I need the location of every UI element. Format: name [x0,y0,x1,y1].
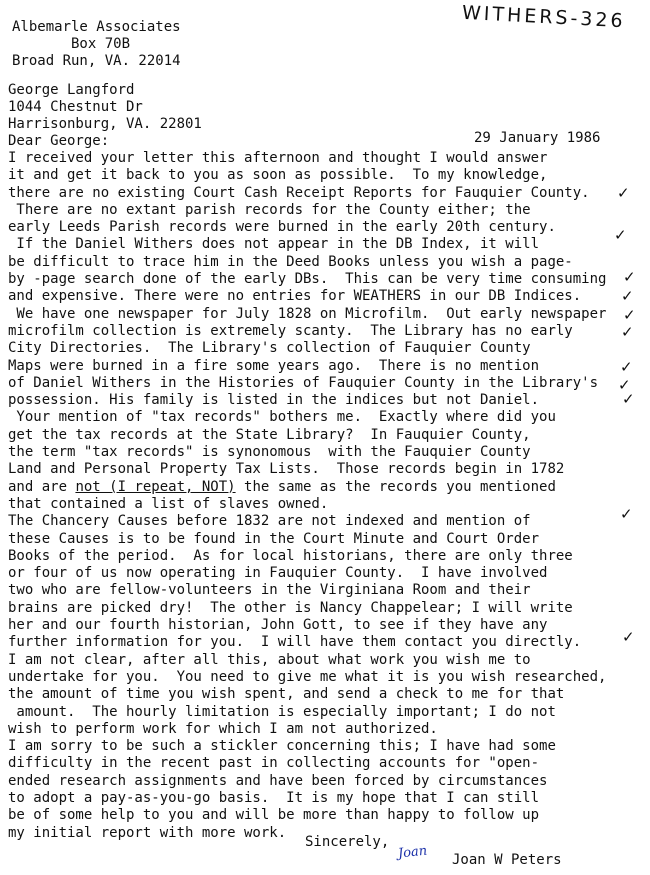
margin-check-mark: ✓ [617,184,630,202]
body-line: There are no extant parish records for the County either; the [8,201,531,218]
body-line: Land and Personal Property Tax Lists. Those records begin in 1782 [8,461,565,478]
handwritten-annotation: WITHERS-326 [461,1,627,33]
margin-check-mark: ✓ [622,390,635,408]
margin-check-mark: ✓ [622,628,635,646]
emphasis-after: the same as the records you mentioned [235,478,556,495]
letter-date: 29 January 1986 [474,130,601,146]
body-line: to adopt a pay-as-you-go basis. It is my hope that I can still [8,790,540,807]
body-line: We have one newspaper for July 1828 on Microfilm. Out early newspaper [8,305,607,322]
body-line: brains are picked dry! The other is Nancy Chappelear; I will write [8,599,573,616]
margin-check-mark: ✓ [621,287,634,305]
margin-check-mark: ✓ [623,306,636,324]
margin-check-mark: ✓ [620,505,633,523]
body-line: undertake for you. You need to give me what it is you wish researched, [8,668,607,685]
margin-check-mark: ✓ [618,376,631,394]
margin-check-mark: ✓ [621,323,634,341]
body-line: Books of the period. As for local historians, there are only three [8,547,573,564]
body-line: my initial report with more work. [8,824,287,841]
body-line: it and get it back to you as soon as possible. To my knowledge, [8,167,548,184]
sender-name: Albemarle Associates [12,19,181,35]
body-line: the term "tax records" is synonomous with the Fauquier County [8,444,531,461]
emphasis-line [8,479,556,496]
recipient-city: Harrisonburg, VA. 22801 [8,116,202,132]
body-line: amount. The hourly limitation is especially important; I do not [8,703,556,720]
body-line: her and our fourth historian, John Gott, to see if they have any [8,617,548,634]
sender-box: Box 70B [71,36,131,52]
body-line: there are no existing Court Cash Receipt Reports for Fauquier County. [8,184,590,201]
body-line: two who are fellow-volunteers in the Virginiana Room and their [8,582,531,599]
body-line: I am not clear, after all this, about what work you wish me to [8,651,531,668]
body-line: the amount of time you wish spent, and send a check to me for that [8,686,565,703]
body-line: possession. His family is listed in the indices but not Daniel. [8,392,540,409]
signer-name: Joan W Peters [452,852,562,868]
letter-body-continued [8,496,606,842]
body-line: I am sorry to be such a stickler concerning this; I have had some [8,738,556,755]
margin-check-mark: ✓ [614,226,627,244]
recipient-street: 1044 Chestnut Dr [8,99,143,115]
body-line: difficulty in the recent past in collecting accounts for "open- [8,755,540,772]
body-line: that contained a list of slaves owned. [8,496,329,512]
body-line: these Causes is to be found in the Court Minute and Court Order [8,530,540,547]
body-line: and expensive. There were no entries for WEATHERS in our DB Indices. [8,288,582,305]
body-line: or four of us now operating in Fauquier County. I have involved [8,565,548,582]
body-line: Your mention of "tax records" bothers me. Exactly where did you [8,409,556,426]
body-line: I received your letter this afternoon and thought I would answer [8,150,548,166]
body-line: If the Daniel Withers does not appear in the DB Index, it will [8,236,540,253]
body-line: further information for you. I will have them contact you directly. [8,634,582,651]
body-line: be of some help to you and will be more than happy to follow up [8,807,540,824]
handwritten-signature: Joan [397,843,428,862]
body-line: be difficult to trace him in the Deed Books unless you wish a page- [8,253,573,270]
body-line: ended research assignments and have been forced by circumstances [8,772,548,789]
closing: Sincerely, [305,834,390,850]
letter-body [8,150,606,479]
body-line: Maps were burned in a fire some years ago. There is no mention [8,357,540,374]
body-line: microfilm collection is extremely scanty. The Library has no early [8,322,573,339]
margin-check-mark: ✓ [620,358,633,376]
body-line: wish to perform work for which I am not authorized. [8,720,438,737]
body-line: by -page search done of the early DBs. This can be very time consuming [8,271,607,288]
body-line: City Directories. The Library's collection of Fauquier County [8,340,531,357]
emphasis-underlined: not (I repeat, NOT) [75,478,236,495]
emphasis-before: and are [8,478,76,495]
recipient-name: George Langford [8,82,135,98]
sender-city: Broad Run, VA. 22014 [12,53,181,69]
body-line: The Chancery Causes before 1832 are not indexed and mention of [8,513,531,530]
body-line: of Daniel Withers in the Histories of Fauquier County in the Library's [8,374,599,391]
body-line: get the tax records at the State Library? In Fauquier County, [8,426,531,443]
body-line: early Leeds Parish records were burned in the early 20th century. [8,219,556,236]
margin-check-mark: ✓ [623,268,636,286]
salutation: Dear George: [8,133,110,149]
